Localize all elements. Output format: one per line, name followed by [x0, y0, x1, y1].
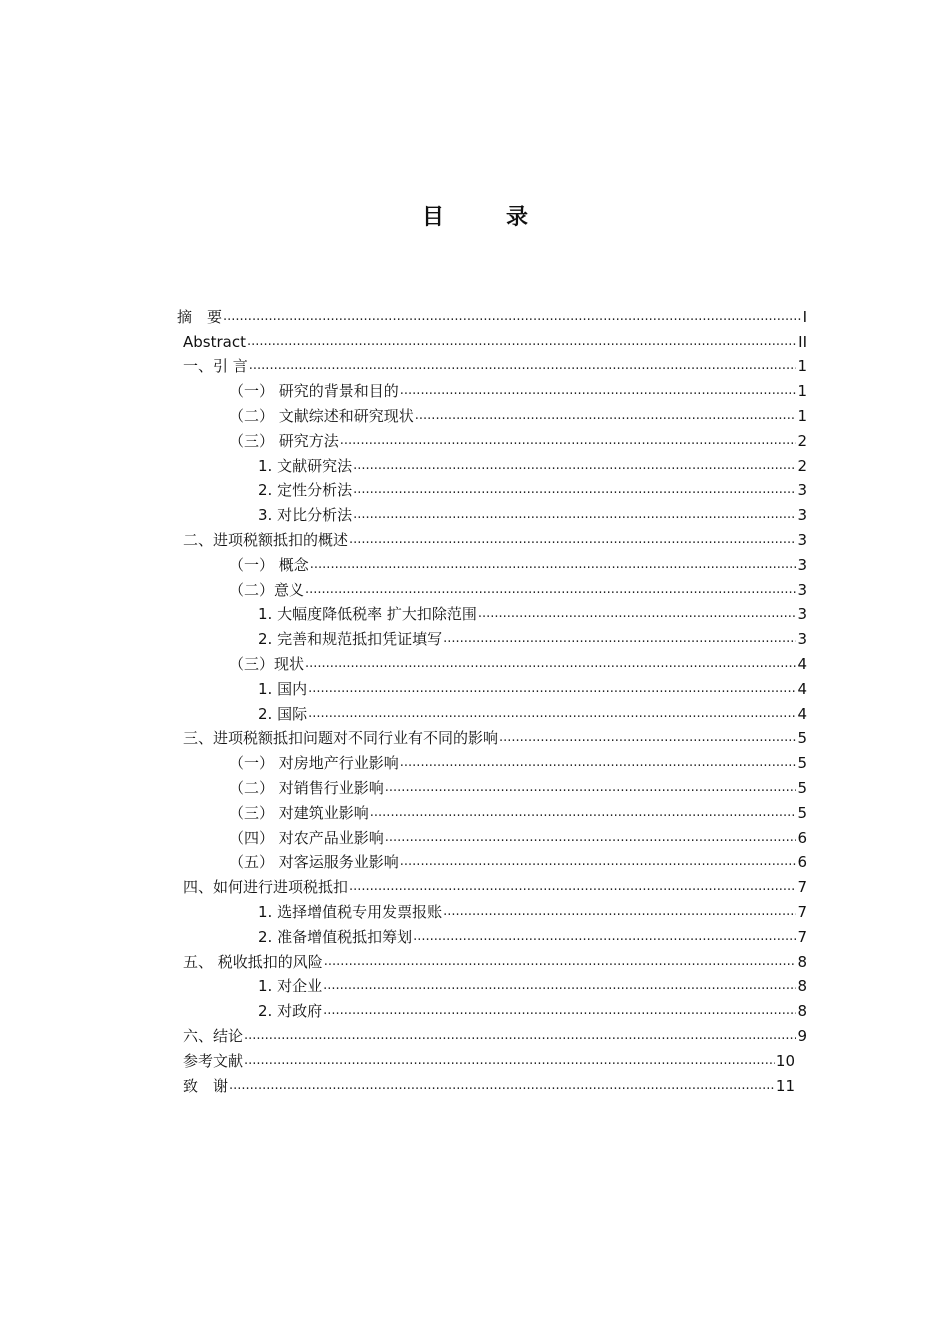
toc-entry-page-number: 1 — [797, 406, 807, 425]
toc-entry-page-number: 9 — [797, 1026, 807, 1045]
toc-entry-title: （一） 对房地产行业影响 — [229, 754, 399, 773]
toc-entry-title: （四） 对农产品业影响 — [229, 828, 384, 847]
toc-entry-title: 1. 大幅度降低税率 扩大扣除范围 — [258, 605, 477, 624]
toc-entry-title: 2. 对政府 — [258, 1002, 323, 1021]
toc-dot-leader — [443, 902, 796, 922]
toc-entry-page-number: 3 — [797, 506, 807, 525]
toc-entry-page-number: 3 — [797, 481, 807, 500]
toc-entry-page-number: 4 — [797, 679, 807, 698]
toc-dot-leader — [400, 381, 797, 401]
toc-entry-title: 2. 定性分析法 — [258, 481, 353, 500]
toc-dot-leader — [353, 456, 796, 476]
toc-entry-title: （一） 概念 — [229, 555, 309, 574]
toc-entry-page-number: 3 — [797, 530, 807, 549]
toc-dot-leader — [223, 307, 802, 327]
toc-dot-leader — [499, 728, 796, 748]
toc-dot-leader — [385, 828, 797, 848]
toc-entry[interactable] — [177, 649, 807, 674]
toc-entry-page-number: 1 — [797, 382, 807, 401]
toc-entry-title: 3. 对比分析法 — [258, 506, 353, 525]
toc-entry-title: 2. 国际 — [258, 704, 308, 723]
toc-entry[interactable] — [177, 724, 807, 749]
toc-entry-page-number: 5 — [797, 778, 807, 797]
toc-entry-page-number: 6 — [797, 828, 807, 847]
page-title: 目 录 — [421, 205, 548, 230]
toc-entry-title: 2. 准备增值税抵扣筹划 — [258, 927, 413, 946]
toc-entry-title: 1. 选择增值税专用发票报账 — [258, 902, 443, 921]
toc-dot-leader — [308, 704, 796, 724]
toc-entry-title: （一） 研究的背景和目的 — [229, 382, 399, 401]
toc-dot-leader — [249, 356, 797, 376]
toc-entry-title: （二） 对销售行业影响 — [229, 778, 384, 797]
toc-entry-page-number: 10 — [775, 1051, 795, 1070]
toc-dot-leader — [353, 480, 796, 500]
toc-entry-title: （二） 文献综述和研究现状 — [229, 406, 414, 425]
toc-entry-page-number: 8 — [797, 1002, 807, 1021]
toc-entry[interactable] — [177, 302, 807, 327]
toc-entry[interactable] — [177, 451, 807, 476]
toc-entry-title: 1. 对企业 — [258, 977, 323, 996]
toc-entry[interactable] — [177, 500, 807, 525]
toc-entry-title: 四、如何进行进项税抵扣 — [183, 878, 349, 897]
toc-dot-leader — [323, 976, 796, 996]
toc-entry[interactable] — [177, 624, 807, 649]
toc-entry-title: 参考文献 — [183, 1051, 244, 1070]
toc-entry-page-number: 6 — [797, 853, 807, 872]
toc-dot-leader — [305, 580, 796, 600]
table-of-contents — [177, 302, 807, 1096]
toc-entry-title: （五） 对客运服务业影响 — [229, 853, 399, 872]
toc-entry-page-number: I — [802, 307, 807, 326]
toc-entry[interactable] — [177, 922, 807, 947]
toc-entry-page-number: 4 — [797, 704, 807, 723]
toc-entry[interactable] — [177, 897, 807, 922]
toc-dot-leader — [229, 1076, 775, 1096]
toc-entry-page-number: II — [798, 332, 807, 351]
toc-entry[interactable] — [177, 996, 807, 1021]
toc-dot-leader — [244, 1026, 796, 1046]
toc-entry[interactable] — [177, 1071, 795, 1096]
toc-entry[interactable] — [177, 798, 807, 823]
toc-entry-page-number: 11 — [775, 1076, 795, 1095]
toc-dot-leader — [247, 332, 797, 352]
toc-dot-leader — [324, 952, 797, 972]
toc-entry[interactable] — [177, 525, 807, 550]
toc-entry[interactable] — [177, 352, 807, 377]
toc-entry[interactable] — [177, 1046, 795, 1071]
toc-entry-page-number: 2 — [797, 456, 807, 475]
toc-dot-leader — [323, 1001, 796, 1021]
toc-entry-title: （三）现状 — [229, 654, 305, 673]
toc-entry[interactable] — [177, 848, 807, 873]
toc-dot-leader — [310, 555, 797, 575]
toc-entry-page-number: 4 — [797, 654, 807, 673]
toc-dot-leader — [244, 1051, 775, 1071]
toc-dot-leader — [415, 406, 797, 426]
toc-dot-leader — [385, 778, 797, 798]
toc-entry[interactable] — [177, 699, 807, 724]
toc-dot-leader — [340, 431, 797, 451]
toc-entry-title: （三） 对建筑业影响 — [229, 803, 369, 822]
toc-entry-title: 六、结论 — [183, 1026, 244, 1045]
toc-entry[interactable] — [177, 327, 807, 352]
toc-entry-title: 1. 文献研究法 — [258, 456, 353, 475]
toc-entry-page-number: 7 — [797, 902, 807, 921]
toc-dot-leader — [349, 877, 796, 897]
toc-entry-title: 1. 国内 — [258, 679, 308, 698]
toc-entry[interactable] — [177, 575, 807, 600]
toc-dot-leader — [349, 530, 796, 550]
toc-entry-title: （三） 研究方法 — [229, 431, 339, 450]
toc-entry-page-number: 7 — [797, 878, 807, 897]
toc-entry[interactable] — [177, 600, 807, 625]
toc-dot-leader — [353, 505, 796, 525]
toc-dot-leader — [400, 852, 797, 872]
toc-entry-page-number: 2 — [797, 431, 807, 450]
toc-entry-page-number: 8 — [797, 977, 807, 996]
toc-dot-leader — [413, 927, 796, 947]
toc-dot-leader — [443, 629, 796, 649]
toc-entry[interactable] — [177, 550, 807, 575]
toc-entry-title: 三、进项税额抵扣问题对不同行业有不同的影响 — [183, 729, 499, 748]
toc-entry-title: 摘 要 — [177, 307, 223, 326]
toc-entry-title: 致 谢 — [183, 1076, 229, 1095]
toc-entry-page-number: 7 — [797, 927, 807, 946]
toc-entry-title: Abstract — [183, 332, 246, 351]
toc-entry-title: 二、进项税额抵扣的概述 — [183, 530, 349, 549]
toc-entry-title: 一、引 言 — [183, 357, 248, 376]
toc-entry[interactable] — [177, 426, 807, 451]
toc-entry[interactable] — [177, 476, 807, 501]
toc-entry[interactable] — [177, 401, 807, 426]
toc-entry-page-number: 5 — [797, 729, 807, 748]
toc-entry[interactable] — [177, 823, 807, 848]
toc-dot-leader — [400, 753, 797, 773]
toc-entry[interactable] — [177, 674, 807, 699]
toc-dot-leader — [308, 679, 796, 699]
toc-entry-page-number: 1 — [797, 357, 807, 376]
toc-entry-page-number: 5 — [797, 803, 807, 822]
toc-dot-leader — [370, 803, 797, 823]
toc-entry-page-number: 5 — [797, 754, 807, 773]
toc-entry-title: （二）意义 — [229, 580, 305, 599]
toc-entry-page-number: 3 — [797, 555, 807, 574]
toc-entry[interactable] — [177, 872, 807, 897]
toc-entry-page-number: 3 — [797, 630, 807, 649]
toc-dot-leader — [305, 654, 796, 674]
toc-entry-title: 五、 税收抵扣的风险 — [183, 952, 323, 971]
toc-dot-leader — [478, 604, 797, 624]
toc-entry-page-number: 8 — [797, 952, 807, 971]
toc-entry[interactable] — [177, 376, 807, 401]
toc-entry-title: 2. 完善和规范抵扣凭证填写 — [258, 630, 443, 649]
toc-entry[interactable] — [177, 748, 807, 773]
toc-entry-page-number: 3 — [797, 580, 807, 599]
toc-entry[interactable] — [177, 773, 807, 798]
toc-entry[interactable] — [177, 947, 807, 972]
toc-entry[interactable] — [177, 972, 807, 997]
toc-entry[interactable] — [177, 1021, 807, 1046]
toc-entry-page-number: 3 — [797, 605, 807, 624]
